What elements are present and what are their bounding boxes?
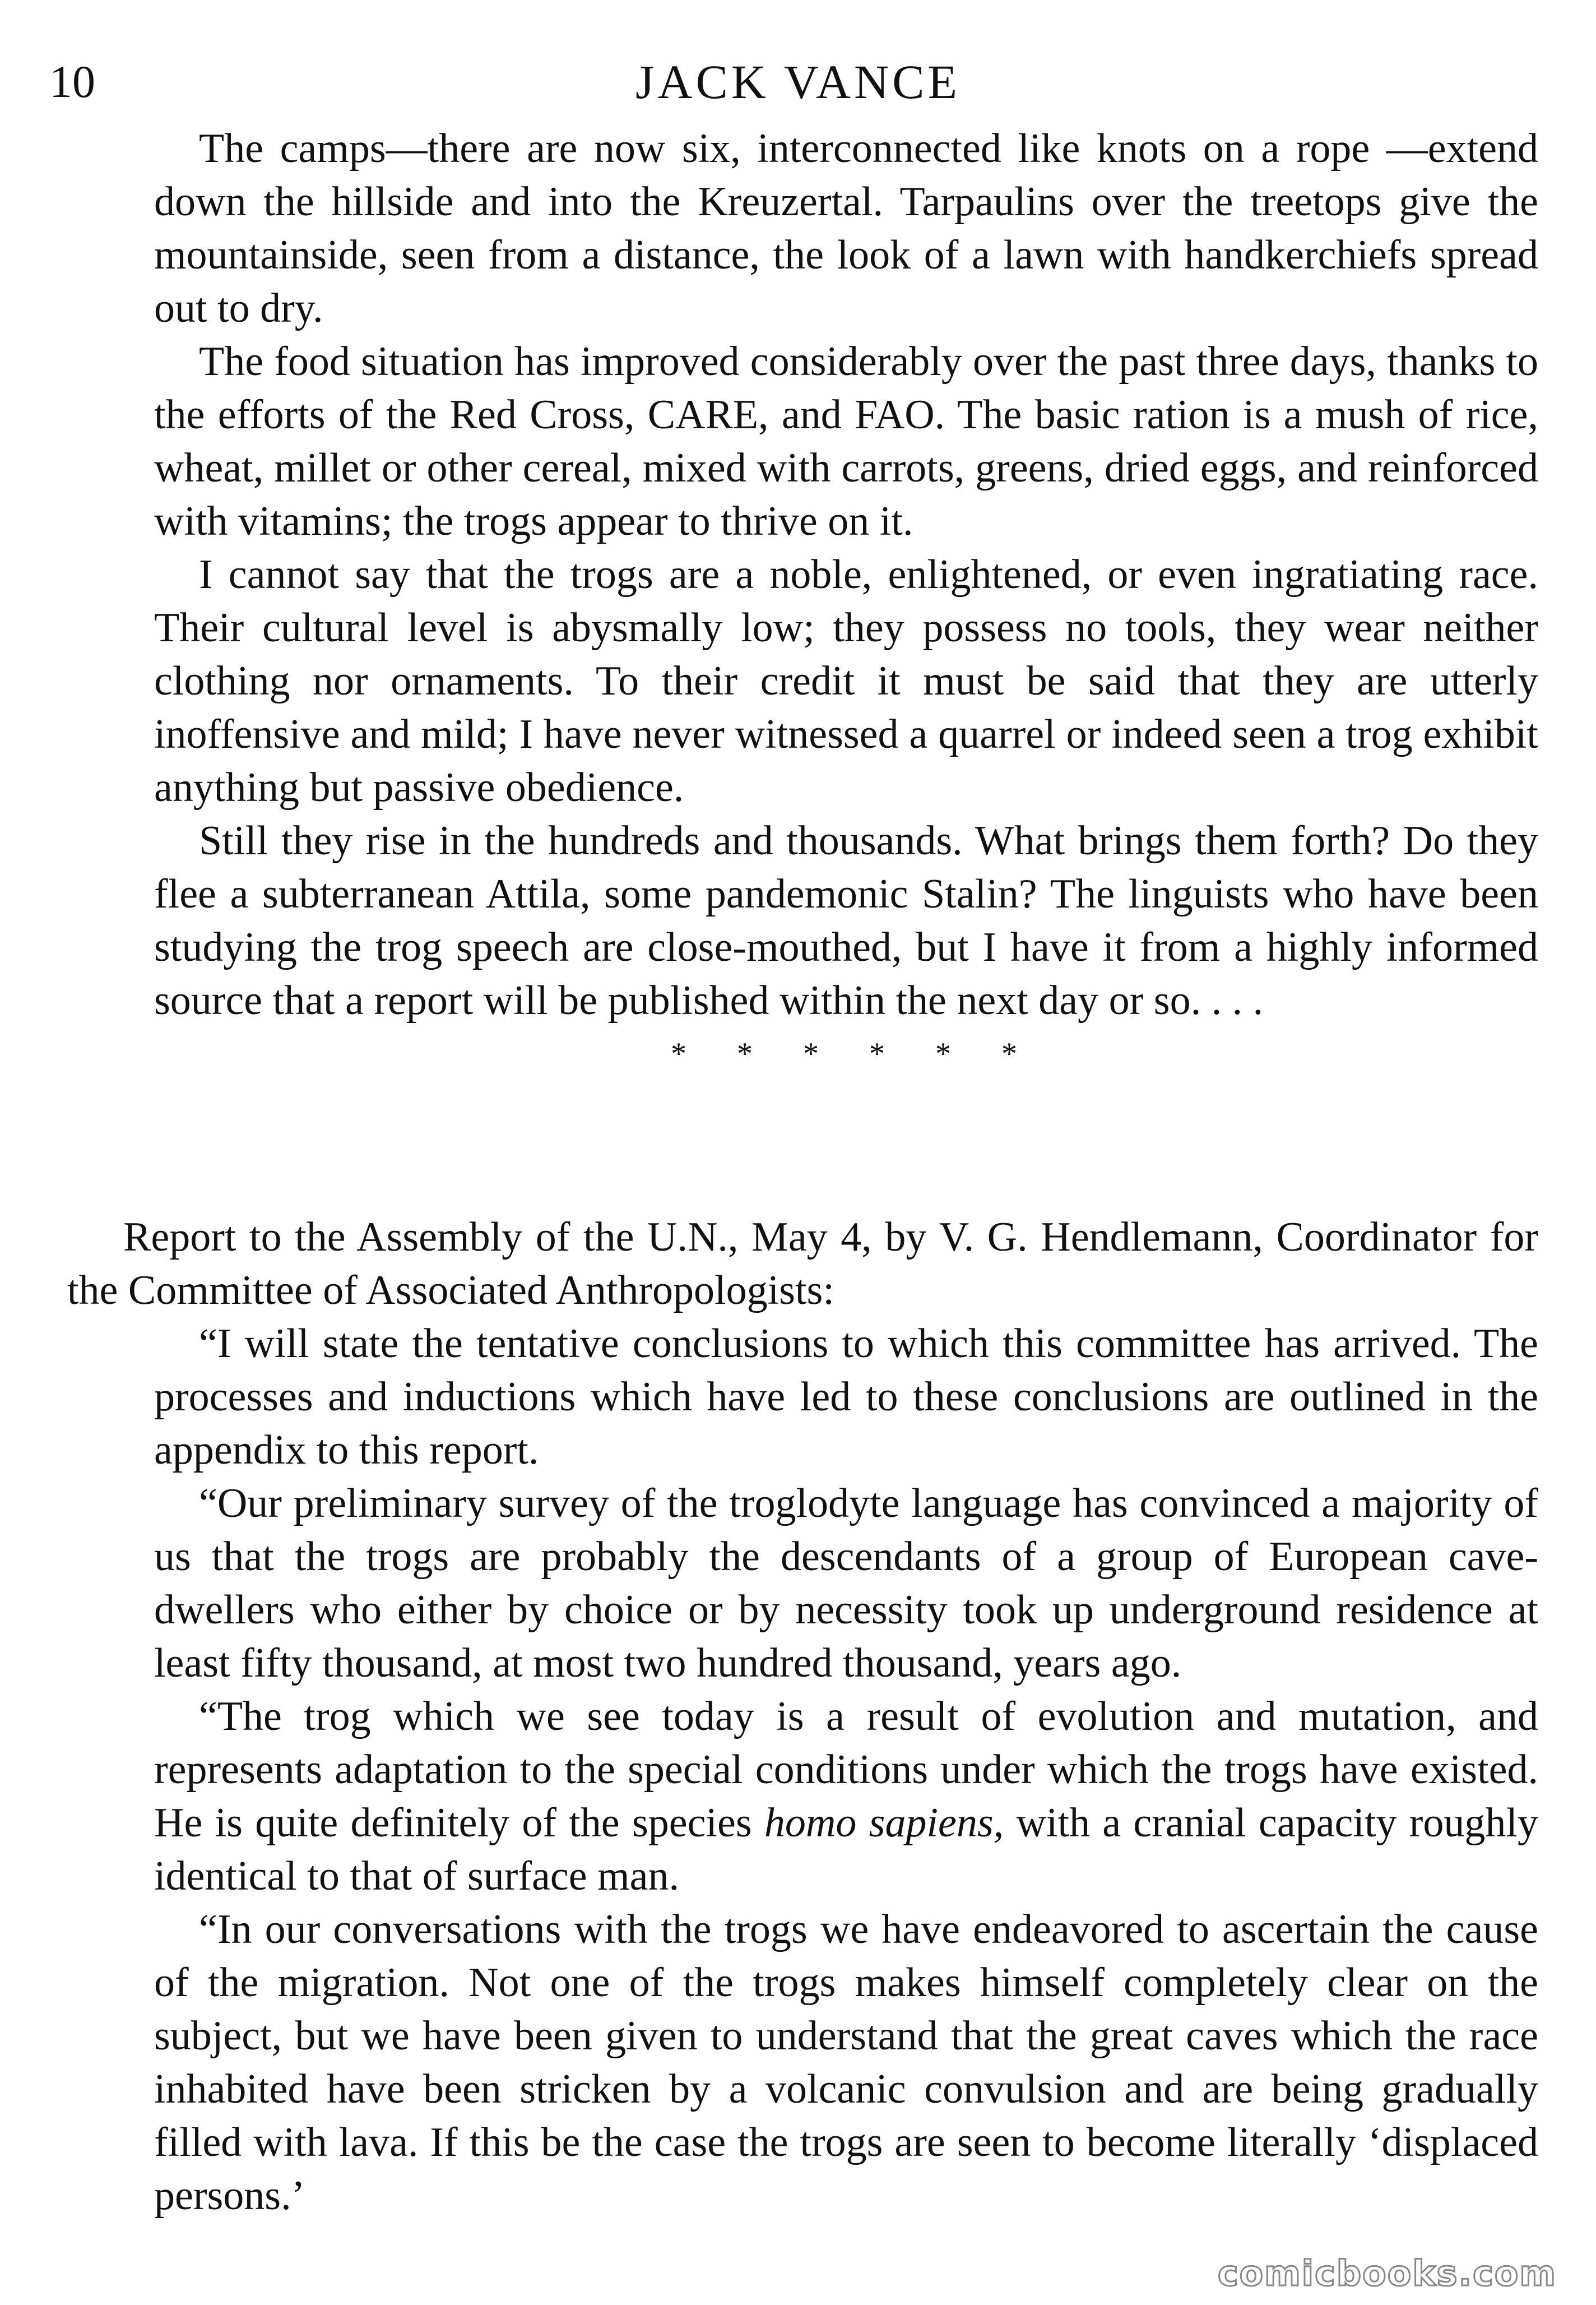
paragraph-food: The food situation has improved considerably over the past three days, thanks to the efforts of the Red Cross, CARE, and FAO. The basic ration is a mush of rice, wheat, millet or other cereal, mixed with carrots, greens, dried eggs, and reinforced with vitamins; the trogs appear to thrive on it.: [154, 339, 1538, 544]
quote-paragraph-evolution: [154, 1690, 1538, 1903]
running-title: JACK VANCE: [635, 55, 961, 109]
watermark: comicbooks.com: [1217, 2253, 1557, 2294]
evolution-text-before: “The trog which we see today is a result of evolution and mutation, and represents adaptation to the special conditions under which the trogs have existed. He is quite definitely of the species: [154, 1693, 1538, 1846]
evolution-text-after: with a cranial capacity roughly identical to that of surface man.: [154, 1800, 1538, 1899]
report-heading: Report to the Assembly of the U.N., May 4, by V. G. Hendlemann, Coordinator for the Committee of Associated Anthropologists:: [67, 1214, 1538, 1313]
paragraph-trog-culture: I cannot say that the trogs are a noble, enlightened, or even ingratiating race. Their cultural level is abysmally low; they possess no tools, they wear neither clothing nor ornaments. To their credit it must be said that they are utterly inoffensive and mild; I have never witnessed a quarrel or indeed seen a trog exhibit anything but passive obedience.: [154, 552, 1538, 811]
paragraph-camps: The camps—there are now six, interconnected like knots on a rope —extend down the hillside and into the Kreuzertal. Tarpaulins over the treetops give the mountainside, seen from a distance, the look of a lawn with handkerchiefs spread out to dry.: [154, 126, 1538, 331]
report-heading-block: [67, 1211, 1538, 1317]
species-name: homo sapiens,: [764, 1800, 1004, 1846]
quote-paragraph-survey: “Our preliminary survey of the troglodyte language has convinced a majority of us that the trogs are probably the descendants of a group of European cave-dwellers who either by choice or by necessity took up underground residence at least fifty thousand, at most two hundred thousand, years ago.: [154, 1480, 1538, 1686]
report-quote: [154, 1317, 1538, 2223]
running-head: [0, 54, 1596, 115]
paragraph-still-they-rise: Still they rise in the hundreds and thousands. What brings them forth? Do they flee a subterranean Attila, some pandemonic Stalin? The linguists who have been studying the trog speech are close-mouthed, but I have it from a highly informed source that a report will be published within the next day or so. . . .: [154, 818, 1538, 1024]
quote-paragraph-migration: “In our conversations with the trogs we have endeavored to ascertain the cause of the migration. Not one of the trogs makes himself completely clear on the subject, but we have been given to understand that the great caves which the race inhabited have been stricken by a volcanic convulsion and are being gradually filled with lava. If this be the case the trogs are seen to become literally ‘displaced persons.’: [154, 1906, 1538, 2219]
page-number: 10: [49, 56, 95, 107]
quote-paragraph-conclusions: “I will state the tentative conclusions to which this committee has arrived. The processes and inductions which have led to these conclusions are outlined in the appendix to this report.: [154, 1321, 1538, 1473]
section-separator: * * * * * *: [671, 1036, 1038, 1071]
body-text-top: [154, 122, 1538, 1081]
